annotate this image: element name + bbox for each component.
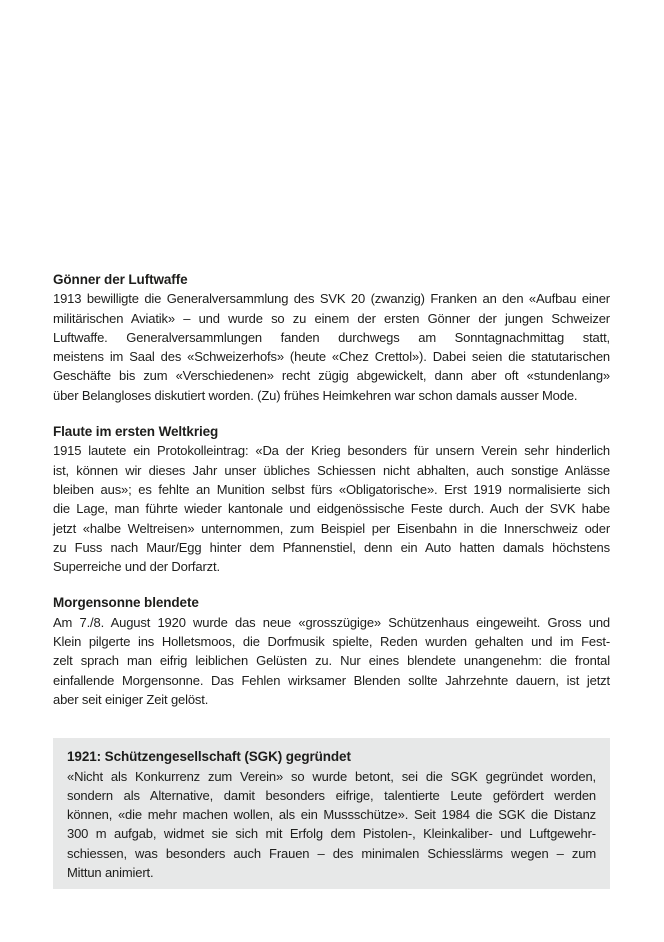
text-line: können, «die mehr machen wollen, als ein Mussschütze». Seit 1984 die SGK die Distanz — [67, 807, 596, 823]
infobox-paragraph-1921-sgk-gegruendet — [67, 767, 596, 883]
text-line: 1915 lautete ein Protokolleintrag: «Da der Krieg besonders für unsern Verein sehr hinderlich — [53, 443, 610, 459]
section-flaute-im-ersten-weltkrieg — [53, 422, 610, 576]
section-goenner-der-luftwaffe — [53, 270, 610, 405]
section-morgensonne-blendete — [53, 593, 610, 709]
infobox-heading-1921-sgk-gegruendet: 1921: Schützengesellschaft (SGK) gegründet — [67, 749, 351, 765]
text-line: zelt sprach man eifrig leiblichen Gelüsten zu. Nur eines blendete unangenehm: die frontal — [53, 653, 610, 669]
section-heading-flaute-im-ersten-weltkrieg: Flaute im ersten Weltkrieg — [53, 424, 219, 440]
paragraph-goenner-der-luftwaffe — [53, 289, 610, 405]
text-line: zu Fuss nach Maur/Egg hinter dem Pfannenstiel, denn ein Auto hatten damals höchstens — [53, 539, 610, 555]
text-line: 1913 bewilligte die Generalversammlung des SVK 20 (zwanzig) Franken an den «Aufbau einer — [53, 291, 610, 307]
text-line: die Lage, man führte wieder kantonale und eidgenössische Feste durch. Auch der SVK habe — [53, 501, 610, 517]
text-line: sondern als Alternative, damit besonders eifrige, talentierte Leute gefördert werden — [67, 787, 596, 803]
text-line: Klein pilgerte ins Holletsmoos, die Dorfmusik spielte, Reden wurden gehalten und im Fest- — [53, 634, 610, 650]
paragraph-morgensonne-blendete — [53, 613, 610, 709]
text-line: jetzt «halbe Weltreisen» unternommen, zum Beispiel per Eisenbahn in die Innerschweiz oder — [53, 520, 610, 536]
text-line: ist, können wir dieses Jahr unser übliches Schiessen nicht abhalten, auch sonstige Anlässe — [53, 462, 610, 478]
text-line: «Nicht als Konkurrenz zum Verein» so wurde betont, sei die SGK gegründet worden, — [67, 768, 596, 784]
text-line: bleiben aus»; es fehlte an Munition selbst fürs «Obligatorische». Erst 1919 normalisierte sich — [53, 481, 610, 497]
section-heading-goenner-der-luftwaffe: Gönner der Luftwaffe — [53, 272, 188, 287]
document-page — [53, 270, 610, 889]
text-line: 300 m aufgab, widmet sie sich mit Erfolg dem Pistolen-, Kleinkaliber- und Luftgewehr- — [67, 826, 596, 842]
section-heading-morgensonne-blendete: Morgensonne blendete — [53, 595, 199, 611]
text-line: aber seit einiger Zeit gelöst. — [53, 691, 209, 707]
text-line: militärischen Aviatik» – und wurde so zu einem der ersten Gönner der jungen Schweizer — [53, 310, 610, 326]
paragraph-flaute-im-ersten-weltkrieg — [53, 441, 610, 576]
text-line: Superreiche und der Dorfarzt. — [53, 559, 220, 575]
text-line: Mittun animiert. — [67, 865, 154, 881]
text-line: über Belangloses diskutiert worden. (Zu) frühes Heimkehren war schon damals ausser Mode. — [53, 387, 578, 403]
text-line: Luftwaffe. Generalversammlungen fanden durchwegs am Sonntagnachmittag statt, — [53, 329, 610, 345]
text-line: Am 7./8. August 1920 wurde das neue «grosszügige» Schützenhaus eingeweiht. Gross und — [53, 614, 610, 630]
text-line: einfallende Morgensonne. Das Fehlen wirksamer Blenden sollte Jahrzehnte dauern, ist jetzt — [53, 672, 610, 688]
text-line: meistens im Saal des «Schweizerhofs» (heute «Chez Crettol»). Dabei seien die statutarischen — [53, 349, 610, 365]
text-line: schiessen, was besonders auch Frauen – des minimalen Schiesslärms wegen – zum — [67, 845, 596, 861]
infobox-1921-sgk-gegruendet — [53, 738, 610, 889]
text-line: Geschäfte bis zum «Verschiedenen» recht zügig abgewickelt, dann aber oft «stundenlang» — [53, 368, 610, 384]
